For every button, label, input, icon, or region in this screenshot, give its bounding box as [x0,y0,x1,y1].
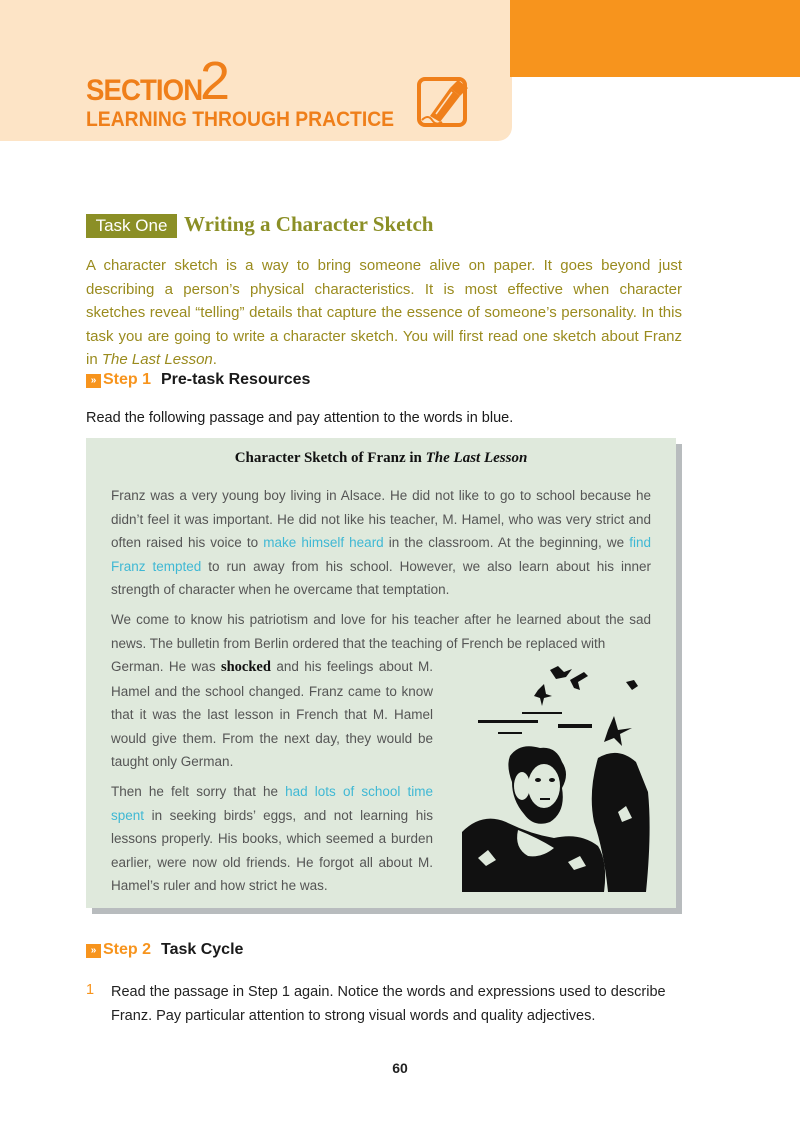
step1-title: Pre-task Resources [161,371,311,388]
intro-paragraph: A character sketch is a way to bring someone alive on paper. It goes beyond just describing a person’s physical characteristics. It is most effective when character sketches reveal “telling” details that capture the essence of someone’s personality. In this task you are going to write a character sketch. You will first read one sketch about Franz in The Last Lesson. [86,257,682,368]
step2-item-number: 1 [86,982,95,998]
passage-paragraph-2: We come to know his patriotism and love for his teacher after he learned about the sad news. The bulletin from Berlin ordered that the teaching of French be replaced with [111,612,651,651]
step2-label: Step 2 [103,941,152,958]
step1-arrow-icon: » [86,374,101,388]
pen-writing-icon [416,76,472,130]
section-subtitle: LEARNING THROUGH PRACTICE [86,108,395,131]
step1-label: Step 1 [103,371,152,388]
step2-arrow-icon: » [86,944,101,958]
header-accent-bar [510,0,800,77]
passage-paragraph-1: Franz was a very young boy living in Alsace. He did not like to go to school because he didn’t feel it was important. He did not like his teacher, M. Hamel, who was very strict and often raised his voice to make himself heard in the classroom. At the beginning, we find Franz tempted to run away from his school. However, we also learn about his inner strength of character when he overcame that temptation. [111,488,651,597]
passage-paragraph-3: Then he felt sorry that he had lots of school time spent in seeking birds’ eggs, and not learning his lessons properly. His books, which seemed a burden earlier, were now old friends. He forgot all about M. Hamel’s ruler and how strict he was. [111,784,433,893]
passage-paragraph-2-cont: German. He was shocked and his feelings about M. Hamel and the school changed. Franz came to know that it was the last lesson in French that M. Hamel would give them. From the next day, they would be taught only German. [111,659,433,769]
section-number: 2 [200,51,231,111]
passage-title: Character Sketch of Franz in The Last Lesson [234,450,528,466]
step1-instruction: Read the following passage and pay attention to the words in blue. [86,410,514,426]
task-tag: Task One [86,214,177,238]
step2-title: Task Cycle [161,941,244,958]
section-word: SECTION [86,74,203,107]
step2-item-text: Read the passage in Step 1 again. Notice the words and expressions used to describe Franz. Pay particular attention to strong visual words and quality adjectives. [111,984,666,1024]
franz-illustration [458,662,654,892]
page-number: 60 [392,1060,408,1076]
task-title: Writing a Character Sketch [184,212,434,236]
